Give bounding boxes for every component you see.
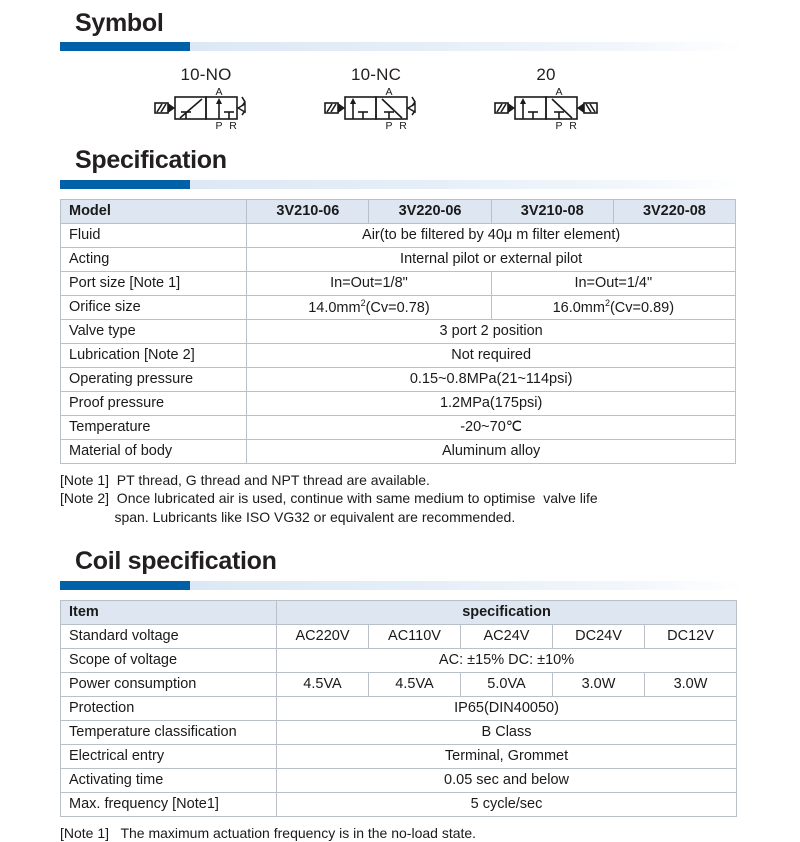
row-label: Orifice size bbox=[61, 295, 247, 319]
symbol-label: 10-NO bbox=[180, 65, 232, 85]
table-row bbox=[61, 343, 736, 367]
row-value: -20~70℃ bbox=[247, 415, 736, 439]
port-label-a: A bbox=[385, 87, 393, 99]
port-label-r: R bbox=[569, 120, 577, 132]
row-value: 0.05 sec and below bbox=[277, 768, 737, 792]
table-header-row bbox=[61, 600, 737, 624]
row-label: Temperature classification bbox=[61, 720, 277, 744]
note-line: span. Lubricants like ISO VG32 or equivalent are recommended. bbox=[60, 508, 516, 525]
coil-table-wrap bbox=[0, 600, 800, 817]
coil-table-spacer bbox=[0, 590, 800, 600]
row-label: Fluid bbox=[61, 223, 247, 247]
rule-light-segment bbox=[190, 581, 745, 590]
table-row bbox=[61, 295, 736, 319]
row-value: AC220V bbox=[277, 624, 369, 648]
specification-table bbox=[60, 199, 736, 464]
row-value: Air(to be filtered by 40μ m filter element) bbox=[247, 223, 736, 247]
port-label-r: R bbox=[229, 120, 237, 132]
note-line: [Note 2] Once lubricated air is used, continue with same medium to optimise valve life bbox=[60, 490, 598, 507]
spec-table-spacer bbox=[0, 189, 800, 199]
symbol-block-10-nc bbox=[320, 65, 432, 131]
rule-dark-segment bbox=[60, 180, 190, 189]
rule-dark-segment bbox=[60, 42, 190, 51]
symbol-block-10-no bbox=[150, 65, 262, 131]
row-value: 3.0W bbox=[553, 672, 645, 696]
table-row bbox=[61, 271, 736, 295]
row-value: 5 cycle/sec bbox=[277, 792, 737, 816]
symbol-label: 20 bbox=[536, 65, 556, 85]
rule-light-segment bbox=[190, 180, 745, 189]
port-label-p: P bbox=[385, 120, 393, 132]
row-label: Electrical entry bbox=[61, 744, 277, 768]
table-row bbox=[61, 744, 737, 768]
row-value: 5.0VA bbox=[461, 672, 553, 696]
row-value: B Class bbox=[277, 720, 737, 744]
header-cell-model: 3V210-06 bbox=[247, 199, 369, 223]
specification-notes bbox=[0, 471, 800, 527]
table-row bbox=[61, 247, 736, 271]
port-label-a: A bbox=[555, 87, 563, 99]
coil-notes bbox=[0, 824, 800, 842]
header-cell-model: 3V220-08 bbox=[613, 199, 735, 223]
row-value: Aluminum alloy bbox=[247, 439, 736, 463]
coil-section-spacer bbox=[0, 526, 800, 548]
table-row bbox=[61, 672, 737, 696]
rule-dark-segment bbox=[60, 581, 190, 590]
port-label-r: R bbox=[399, 120, 407, 132]
row-value: Not required bbox=[247, 343, 736, 367]
table-row bbox=[61, 768, 737, 792]
table-row bbox=[61, 624, 737, 648]
row-value: Terminal, Grommet bbox=[277, 744, 737, 768]
row-label: Material of body bbox=[61, 439, 247, 463]
row-value: 1.2MPa(175psi) bbox=[247, 391, 736, 415]
coil-table-body bbox=[61, 600, 737, 816]
row-value: AC24V bbox=[461, 624, 553, 648]
table-row bbox=[61, 415, 736, 439]
row-value: 3.0W bbox=[645, 672, 737, 696]
row-label: Operating pressure bbox=[61, 367, 247, 391]
valve-symbol-10-nc-icon bbox=[320, 87, 432, 131]
note-line: [Note 1] The maximum actuation frequency is in the no-load state. bbox=[60, 824, 477, 841]
page-title-coil: Coil specification bbox=[75, 547, 277, 576]
symbol-block-20 bbox=[490, 65, 602, 131]
table-row bbox=[61, 367, 736, 391]
table-header-row bbox=[61, 199, 736, 223]
row-value: 3 port 2 position bbox=[247, 319, 736, 343]
coil-specification-table bbox=[60, 600, 737, 817]
specification-table-wrap bbox=[0, 199, 800, 464]
row-label: Power consumption bbox=[61, 672, 277, 696]
header-cell-model: 3V210-08 bbox=[491, 199, 613, 223]
port-label-p: P bbox=[215, 120, 223, 132]
row-value: 4.5VA bbox=[277, 672, 369, 696]
row-label: Valve type bbox=[61, 319, 247, 343]
table-row bbox=[61, 648, 737, 672]
port-label-a: A bbox=[215, 87, 223, 99]
row-value: In=Out=1/4" bbox=[491, 271, 735, 295]
row-value: Internal pilot or external pilot bbox=[247, 247, 736, 271]
header-cell-specification: specification bbox=[277, 600, 737, 624]
table-row bbox=[61, 720, 737, 744]
row-label: Standard voltage bbox=[61, 624, 277, 648]
symbol-section-rule bbox=[60, 42, 745, 51]
specification-table-body bbox=[61, 199, 736, 463]
specification-section-rule bbox=[60, 180, 745, 189]
row-label: Proof pressure bbox=[61, 391, 247, 415]
table-row bbox=[61, 696, 737, 720]
row-label: Acting bbox=[61, 247, 247, 271]
table-row bbox=[61, 223, 736, 247]
table-row bbox=[61, 792, 737, 816]
row-label: Lubrication [Note 2] bbox=[61, 343, 247, 367]
rule-light-segment bbox=[190, 42, 745, 51]
coil-section-rule bbox=[60, 581, 745, 590]
header-cell-model: 3V220-06 bbox=[369, 199, 491, 223]
row-value: 0.15~0.8MPa(21~114psi) bbox=[247, 367, 736, 391]
row-value: AC: ±15% DC: ±10% bbox=[277, 648, 737, 672]
row-label: Max. frequency [Note1] bbox=[61, 792, 277, 816]
row-label: Activating time bbox=[61, 768, 277, 792]
note-line: [Note 1] PT thread, G thread and NPT thread are available. bbox=[60, 471, 430, 488]
row-value: IP65(DIN40050) bbox=[277, 696, 737, 720]
row-label: Protection bbox=[61, 696, 277, 720]
row-label: Temperature bbox=[61, 415, 247, 439]
row-value: $16.0mm^2(Cv=0.89)$ bbox=[491, 295, 735, 319]
row-label: Port size [Note 1] bbox=[61, 271, 247, 295]
row-value: AC110V bbox=[369, 624, 461, 648]
row-value: In=Out=1/8" bbox=[247, 271, 491, 295]
page-title-symbol: Symbol bbox=[75, 9, 164, 37]
header-cell-item: Item bbox=[61, 600, 277, 624]
row-value: $14.0mm^2(Cv=0.78)$ bbox=[247, 295, 491, 319]
symbol-spec-spacer bbox=[0, 131, 800, 147]
row-value: 4.5VA bbox=[369, 672, 461, 696]
row-value: DC24V bbox=[553, 624, 645, 648]
symbol-diagram-row bbox=[0, 65, 800, 131]
header-cell-item: Model bbox=[61, 199, 247, 223]
table-row bbox=[61, 319, 736, 343]
valve-symbol-10-no-icon bbox=[150, 87, 262, 131]
port-label-p: P bbox=[555, 120, 563, 132]
valve-symbol-20-icon bbox=[490, 87, 602, 131]
row-value: DC12V bbox=[645, 624, 737, 648]
table-row bbox=[61, 439, 736, 463]
page-title-specification: Specification bbox=[75, 146, 227, 175]
symbol-section-header bbox=[0, 10, 800, 51]
specification-section-header bbox=[0, 147, 800, 188]
table-row bbox=[61, 391, 736, 415]
row-label: Scope of voltage bbox=[61, 648, 277, 672]
symbol-label: 10-NC bbox=[350, 65, 402, 85]
coil-section-header bbox=[0, 548, 800, 589]
